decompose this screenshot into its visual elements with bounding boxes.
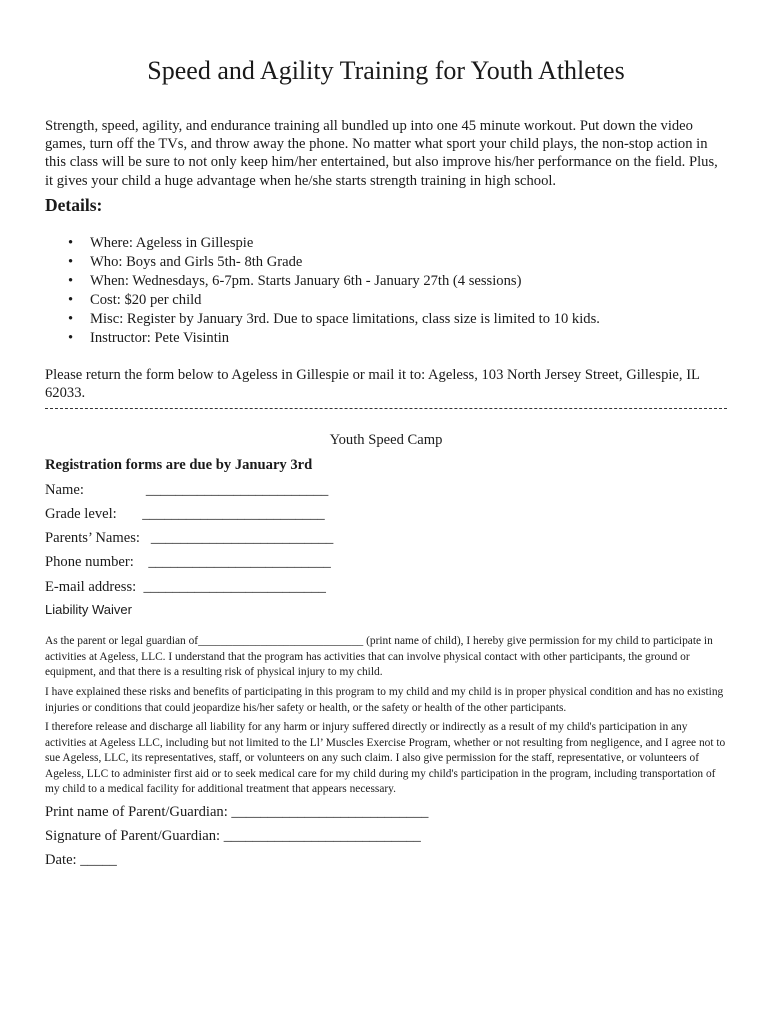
details-heading: Details:: [45, 195, 103, 215]
name-field: Name: _________________________: [45, 482, 329, 498]
details-item-misc: • Misc: Register by January 3rd. Due to space limitations, class size is limited to 10 kids.: [45, 310, 600, 329]
date-line: Date: _____: [45, 852, 117, 868]
cut-line-divider: [45, 408, 727, 409]
details-item-instructor: • Instructor: Pete Visintin: [45, 329, 600, 348]
page-title: Speed and Agility Training for Youth Athletes: [147, 56, 625, 85]
grade-level-field: Grade level: _________________________: [45, 506, 325, 522]
details-item-when: • When: Wednesdays, 6-7pm. Starts January 6th - January 27th (4 sessions): [45, 272, 600, 291]
phone-number-field: Phone number: _________________________: [45, 554, 331, 570]
details-item-cost: • Cost: $20 per child: [45, 291, 600, 310]
waiver-paragraph-1: As the parent or legal guardian of_____________________________ (print name of child), I hereby give permission for my child to participate in activities at Ageless, LLC. I understand that the program has activities that can involve physical contact with other participants, the ground or equipment, and that there is a resulting risk of physical injury to my child.: [45, 635, 713, 679]
details-item-who: • Who: Boys and Girls 5th- 8th Grade: [45, 253, 600, 272]
form-title: Youth Speed Camp: [329, 432, 443, 448]
waiver-paragraph-3: I therefore release and discharge all liability for any harm or injury suffered directly or indirectly as a result of my child's participation in any activities at Ageless LLC, including but not limited to the Ll’ Muscles Exercise Program, whether or not resulting from negligence, and I agree not to sue Ageless, LLC, its representatives, staff, or volunteers on any such claim. I also give permission for the staff, representative, or volunteers of Ageless, LLC to administer first aid or to seek medical care for my child during my child's participation in the program, including transportation of my child to a medical facility for additional treatment that appears necessary.: [45, 721, 726, 796]
return-instructions: Please return the form below to Ageless in Gillespie or mail it to: Ageless, 103 North Jersey Street, Gillespie, IL 62033.: [45, 367, 700, 402]
intro-paragraph: Strength, speed, agility, and endurance training all bundled up into one 45 minute workout. Put down the video games, turn off the TVs, and throw away the phone. No matter what sport your child plays, the non-stop action in this class will be sure to not only keep him/her entertained, but also improve his/her performance on the field. Plus, it gives your child a huge advantage when he/she starts strength training in high school.: [45, 118, 718, 189]
print-name-line: Print name of Parent/Guardian: ___________________________: [45, 804, 429, 820]
details-item-where: • Where: Ageless in Gillespie: [45, 234, 600, 253]
email-address-field: E-mail address: _________________________: [45, 579, 326, 595]
parents-names-field: Parents’ Names: _________________________: [45, 530, 334, 546]
due-date-line: Registration forms are due by January 3rd: [45, 457, 313, 473]
details-list: [45, 234, 600, 348]
signature-line: Signature of Parent/Guardian: ___________________________: [45, 828, 421, 844]
waiver-paragraph-2: I have explained these risks and benefits of participating in this program to my child and my child is in proper physical condition and has no existing injuries or conditions that could jeopardize his/her safety or health, or the safety or health of the other participants.: [45, 686, 724, 714]
liability-waiver-heading: Liability Waiver: [45, 602, 132, 617]
